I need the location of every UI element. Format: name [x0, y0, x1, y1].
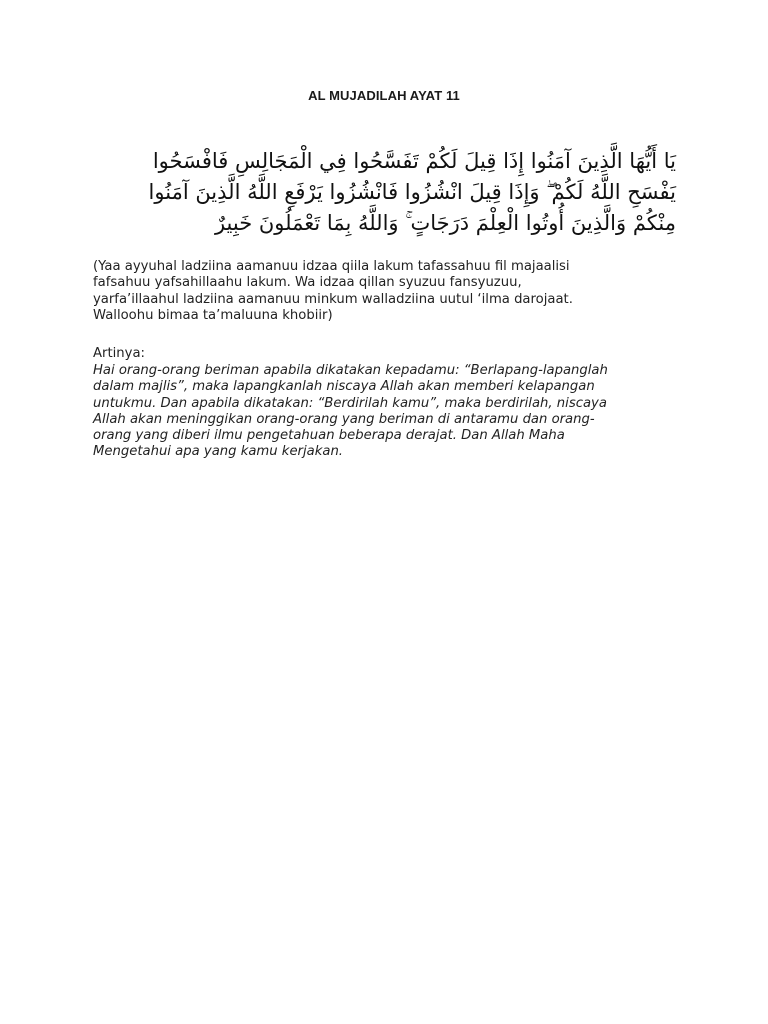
meaning-line: Mengetahui apa yang kamu kerjakan.: [93, 444, 343, 460]
meaning-line: Allah akan meninggikan orang-orang yang beriman di antaramu dan orang-: [93, 411, 595, 427]
meaning-line: untukmu. Dan apabila dikatakan: “Berdirilah kamu”, maka berdirilah, niscaya: [93, 395, 607, 411]
meaning-paragraph: [93, 363, 683, 461]
transliteration-line: (Yaa ayyuhal ladziina aamanuu idzaa qiila lakum tafassahuu fil majaalisi: [93, 259, 570, 274]
transliteration-line: fafsahuu yafsahillaahu lakum. Wa idzaa qillan syuzuu fansyuzuu,: [93, 275, 522, 291]
transliteration-line: Walloohu bimaa ta’maluuna khobiir): [93, 307, 333, 323]
arabic-line: يَفْسَحِ اللَّهُ لَكُمْ ۖ وَإِذَا قِيلَ انْشُزُوا فَانْشُزُوا يَرْفَعِ اللَّهُ الَّذِينَ آمَنُوا: [148, 180, 676, 204]
arabic-verse: [88, 146, 676, 239]
document-title: AL MUJADILAH AYAT 11: [308, 88, 460, 103]
meaning-line: dalam majlis”, maka lapangkanlah niscaya Allah akan memberi kelapangan: [93, 379, 595, 395]
arabic-line: مِنْكُمْ وَالَّذِينَ أُوتُوا الْعِلْمَ دَرَجَاتٍ ۚ وَاللَّهُ بِمَا تَعْمَلُونَ خَبِيرٌ: [214, 211, 676, 235]
meaning-label: Artinya:: [93, 346, 145, 361]
transliteration-paragraph: [93, 259, 683, 324]
meaning-line: orang yang diberi ilmu pengetahuan beberapa derajat. Dan Allah Maha: [93, 428, 565, 444]
arabic-line: يَا أَيُّهَا الَّذِينَ آمَنُوا إِذَا قِيلَ لَكُمْ تَفَسَّحُوا فِي الْمَجَالِسِ فَافْسَحُوا: [152, 149, 676, 173]
transliteration-line: yarfa’illaahul ladziina aamanuu minkum walladziina uutul ‘ilma darojaat.: [93, 291, 573, 307]
meaning-line: Hai orang-orang beriman apabila dikatakan kepadamu: “Berlapang-lapanglah: [93, 363, 608, 378]
